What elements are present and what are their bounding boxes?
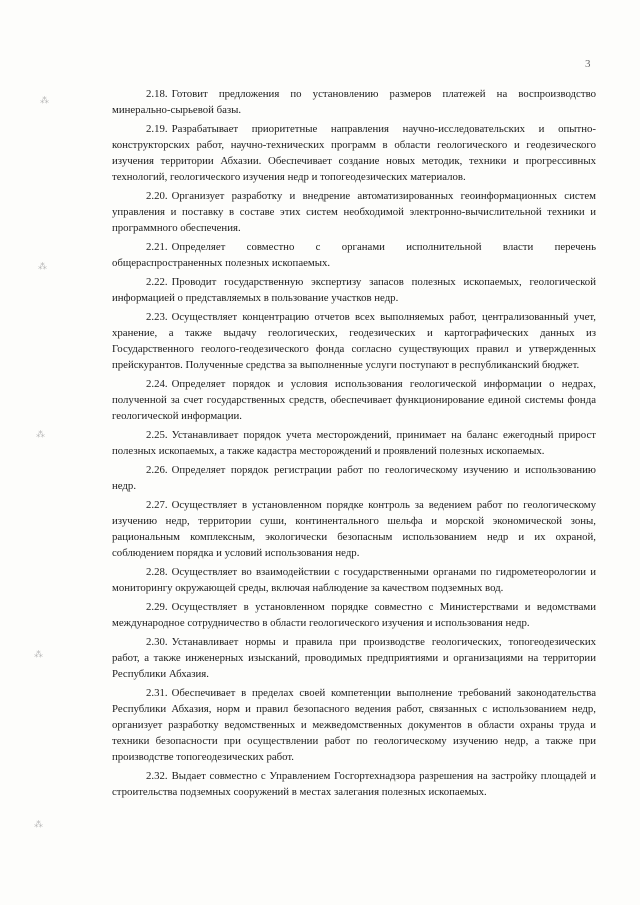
paragraph-text: Определяет порядок и условия использования геологической информации о недрах, полученной за счет государственных средств, обеспечивает функционирование единой системы фонда геологической информации. xyxy=(112,378,596,422)
paragraph-number: 2.28. xyxy=(146,566,168,578)
margin-mark: ⁂ xyxy=(40,96,49,106)
paragraph xyxy=(112,188,596,236)
paragraph-text: Обеспечивает в пределах своей компетенции выполнение требований законодательства Республики Абхазия, норм и правил безопасного ведения работ, связанных с использованием недр, организует разработку ведомственных и межведомственных документов в области охраны труда и техники безопасности при осуществлении работ по геологическому изучению недр, а также при производстве топогеодезических работ. xyxy=(112,687,596,763)
paragraph xyxy=(112,768,596,800)
paragraph-text: Разрабатывает приоритетные направления научно-исследовательских и опытно-конструкторских работ, научно-технических программ в области геологического и геодезического изучения территории Абхазии. Обеспечивает создание новых методик, техники и прогрессивных технологий, геологического изучения недр и топогеодезических материалов. xyxy=(112,123,596,183)
paragraph-text: Организует разработку и внедрение автоматизированных геоинформационных систем управления и поставку в составе этих систем необходимой электронно-вычислительной техники и программного обеспечения. xyxy=(112,190,596,234)
paragraph-number: 2.24. xyxy=(146,378,168,390)
paragraph-number: 2.25. xyxy=(146,429,168,441)
paragraph-text: Осуществляет в установленном порядке контроль за ведением работ по геологическому изучению недр, территории суши, континентального шельфа и морской экономической зоны, рациональным комплексным, экологически безопасным использованием недр и их охраной, соблюдением порядка и условий использования недр. xyxy=(112,499,596,559)
paragraph xyxy=(112,497,596,561)
margin-mark: ⁂ xyxy=(34,650,43,660)
paragraph xyxy=(112,274,596,306)
paragraph-text: Осуществляет во взаимодействии с государственными органами по гидрометеорологии и мониторингу окружающей среды, включая наблюдение за качеством подземных вод. xyxy=(112,566,596,594)
paragraph-text: Осуществляет концентрацию отчетов всех выполняемых работ, централизованный учет, хранение, а также выдачу геологических, геодезических и картографических данных из Государственного геолого-геодезического фонда согласно существующих правил и утвержденных прейскурантов. Полученные средства за выполненные услуги поступают в республиканский бюджет. xyxy=(112,311,596,371)
paragraph-text: Выдает совместно с Управлением Госгортехнадзора разрешения на застройку площадей и строительства подземных сооружений в местах залегания полезных ископаемых. xyxy=(112,770,596,798)
paragraph xyxy=(112,376,596,424)
paragraph xyxy=(112,599,596,631)
paragraph-number: 2.21. xyxy=(146,241,168,253)
paragraph-number: 2.19. xyxy=(146,123,168,135)
paragraph xyxy=(112,685,596,765)
paragraph-number: 2.26. xyxy=(146,464,168,476)
paragraph-text: Устанавливает нормы и правила при производстве геологических, топогеодезических работ, а также инженерных изысканий, проводимых предприятиями и организациями на территории Республики Абхазия. xyxy=(112,636,596,680)
margin-mark: ⁂ xyxy=(34,820,43,830)
paragraph-number: 2.32. xyxy=(146,770,168,782)
document-body xyxy=(112,86,596,803)
paragraph xyxy=(112,309,596,373)
margin-mark: ⁂ xyxy=(38,262,47,272)
paragraph xyxy=(112,462,596,494)
paragraph-text: Готовит предложения по установлению размеров платежей на воспроизводство минерально-сырьевой базы. xyxy=(112,88,596,116)
paragraph-number: 2.18. xyxy=(146,88,168,100)
paragraph-text: Определяет совместно с органами исполнительной власти перечень общераспространенных полезных ископаемых. xyxy=(112,241,596,269)
margin-mark: ⁂ xyxy=(36,430,45,440)
paragraph-text: Устанавливает порядок учета месторождений, принимает на баланс ежегодный прирост полезных ископаемых, а также кадастра месторождений и проявлений полезных ископаемых. xyxy=(112,429,596,457)
paragraph-number: 2.31. xyxy=(146,687,168,699)
paragraph-number: 2.29. xyxy=(146,601,168,613)
paragraph-text: Определяет порядок регистрации работ по геологическому изучению и использованию недр. xyxy=(112,464,596,492)
paragraph-text: Осуществляет в установленном порядке совместно с Министерствами и ведомствами международное сотрудничество в области геологического изучения и использования недр. xyxy=(112,601,596,629)
paragraph xyxy=(112,634,596,682)
paragraph xyxy=(112,86,596,118)
paragraph-number: 2.22. xyxy=(146,276,168,288)
paragraph-text: Проводит государственную экспертизу запасов полезных ископаемых, геологической информацией о представляемых в пользование участков недр. xyxy=(112,276,596,304)
paragraph xyxy=(112,427,596,459)
paragraph-number: 2.30. xyxy=(146,636,168,648)
page-number: 3 xyxy=(585,58,591,70)
paragraph xyxy=(112,239,596,271)
paragraph-number: 2.27. xyxy=(146,499,168,511)
paragraph xyxy=(112,564,596,596)
paragraph-number: 2.23. xyxy=(146,311,168,323)
paragraph-number: 2.20. xyxy=(146,190,168,202)
paragraph xyxy=(112,121,596,185)
